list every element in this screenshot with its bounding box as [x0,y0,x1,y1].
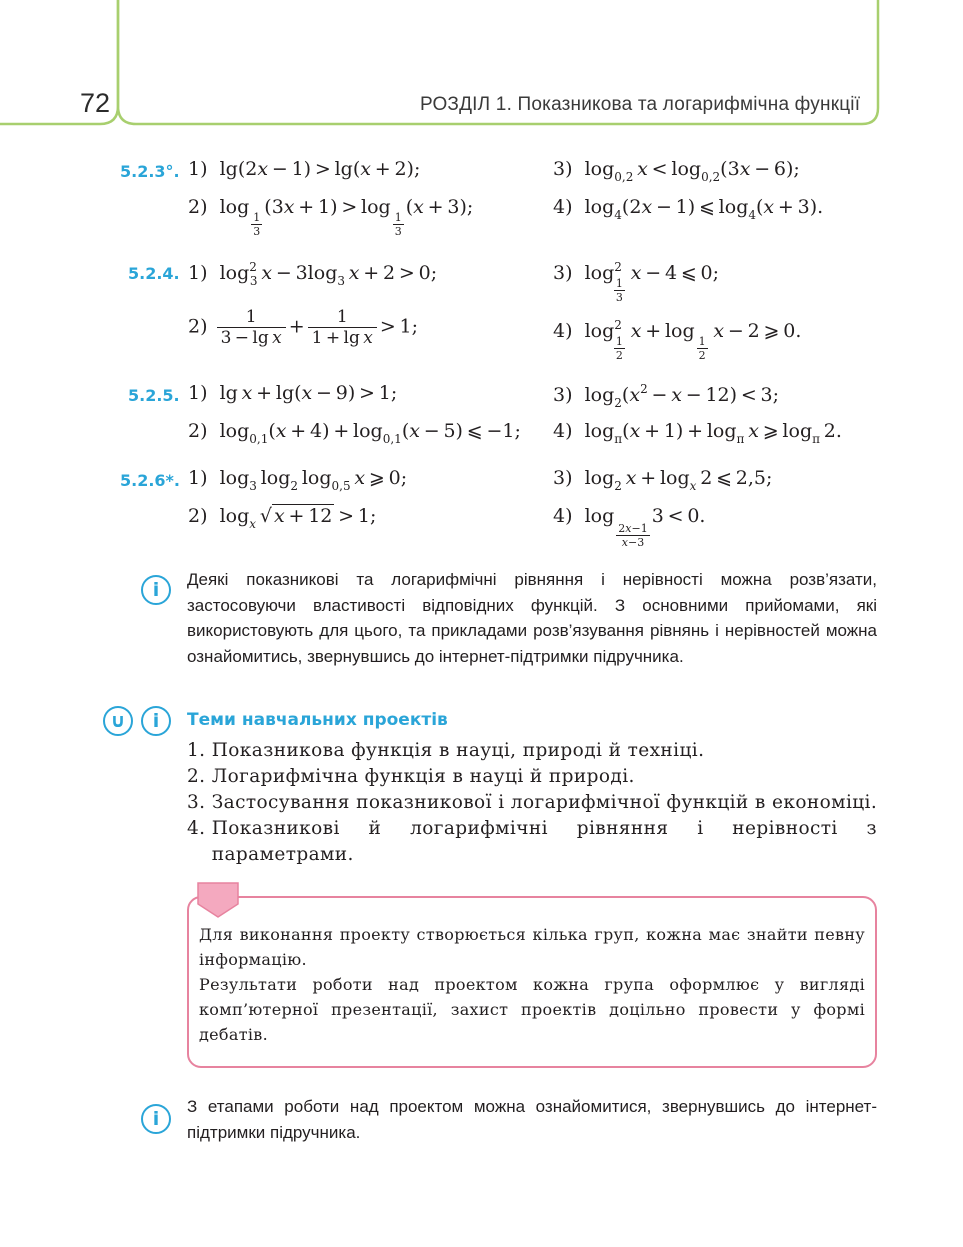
exercise-item: 1) $\log^2_3 x - 3\log_3$ x + 2 > 0; [188,260,438,288]
exercise-number: 5.2.6*. [120,471,180,490]
exercise-item: 2) log $\frac{1}{3}$ (3x + 1) > log $\frac{1}{3}$ (x + 3); [188,196,474,238]
exercise-item: 4) $\log^2$ $\frac{1}{2}$ x + log $\frac{1}{2}$ x − 2 ⩾ 0. [553,318,802,362]
exercise-item: 2) $\frac{1}{\text{3 − lg x}}$ + $\frac{1}{\text{1 + lg x}}$ > 1; [188,307,419,348]
exercise-item: 4) log $\frac{2x-1}{x-3}$ 3 < 0. [553,505,706,549]
project-topic: 2. Логарифмічна функція в науці й природі. [187,766,635,787]
exercise-number: 5.2.5. [128,386,180,405]
projects-title: Теми навчальних проектів [187,710,448,730]
exercise-item: 3) $\log_2 x + \log_x 2$ ⩽ 2,5; [553,467,773,493]
project-topic: 3. Застосування показникової і логарифмічної функцій в економіці. [187,792,878,813]
info-text: З етапами роботи над проектом можна ознайомитися, звернувшись до інтернет-підтримки підручника. [187,1097,877,1142]
union-icon: ∪ [103,706,133,736]
bookmark-icon [197,882,239,918]
exercise-item: 1) lg(2x − 1) > lg(x + 2); [188,158,421,180]
exercise-item: 3) $\log^2$ $\frac{1}{3}$ x − 4 ⩽ 0; [553,260,720,304]
info-icon: i [141,706,171,736]
exercise-item: 2) $\log_{0,1}(x + 4) + \log_{0,1}(x - 5)$ ⩽ −1; [188,420,521,446]
chapter-title: РОЗДІЛ 1. Показникова та логарифмічна функції [420,94,861,115]
page-number: 72 [80,88,111,118]
info-icon: i [141,1104,171,1134]
exercise-item: 3) $\log_2(x^2 - x - 12) < 3$; [553,382,780,410]
exercise-item: 3) $\log_{0,2} x < \log_{0,2}(3x - 6)$; [553,158,800,184]
exercise-item: 4) $\log_\pi(x + 1) + \log_\pi x$ ⩾ $\log_\pi 2$. [553,420,842,446]
info-text: Деякі показникові та логарифмічні рівняння і нерівності можна розв’язати, застосовуючи властивості відповідних функцій. З основними прийомами, які використовують для цього, та прикладами розв’язування рівнянь і нерівностей можна ознайомитись, звернувшись до інтернет-підтримки підручника. [187,570,877,666]
header-frame [0,0,963,140]
note-paragraph: Для виконання проекту створюється кілька груп, кожна має знайти певну інформацію. [199,925,865,969]
project-topic: 1. Показникова функція в науці, природі й техніці. [187,740,705,761]
project-topic: 4. Показникові й логарифмічні рівняння і нерівності з параметрами. [187,818,877,865]
exercise-number: 5.2.4. [128,264,180,283]
exercise-item: 1) lg x + lg(x − 9) > 1; [188,382,398,404]
exercise-item: 2) $\log_x$ √ x + 12 > 1; [188,505,377,531]
exercise-item: 1) $\log_3 \log_2 \log_{0,5} x$ ⩾ 0; [188,467,408,493]
note-paragraph: Результати роботи над проектом кожна група оформлює у вигляді комп’ютерної презентації, захист проектів доцільно провести у формі дебатів. [199,975,865,1044]
exercise-item: 4) $\log_4(2x - 1)$ ⩽ $\log_4(x + 3)$. [553,196,824,222]
info-icon: i [141,575,171,605]
exercise-number: 5.2.3°. [120,162,180,181]
